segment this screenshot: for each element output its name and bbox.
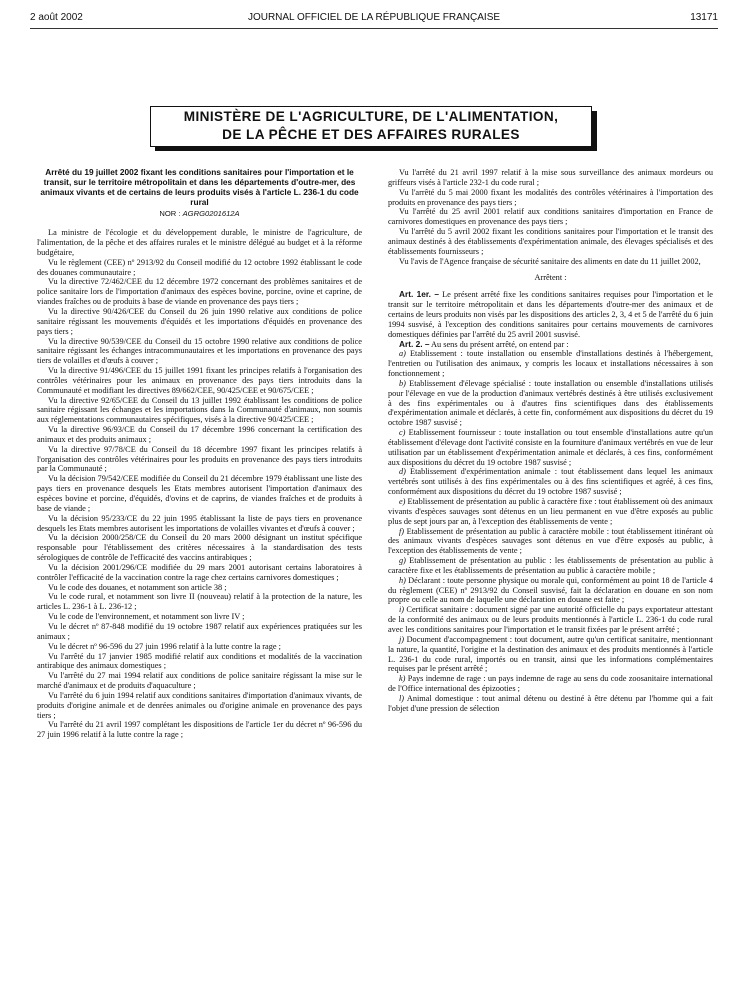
left-paragraph: Vu la directive 90/539/CEE du Conseil du 15 octobre 1990 relative aux conditions de police sanitaire régissant les échanges intracommunautaires et les importations en provenance des pays tiers de volailles et d'œufs à couver ; [37,336,362,366]
left-paragraph: Vu la directive 72/462/CEE du 12 décembre 1972 concernant des problèmes sanitaires et de police sanitaire lors de l'importation d'animaux des espèces bovine, porcine, ovine et caprine, de viandes fraîches ou de produits à base de viande en provenance des pays tiers ; [37,277,362,307]
definition-letter: c) [399,428,406,438]
nor-code: AGRG0201612A [182,209,240,219]
definition-text: Etablissement fournisseur : toute installation ou tout ensemble d'installations autre qu'un établissement d'élevage dont l'activité consiste en la fourniture d'animaux vertébrés en vue de leur utilisation par un établissement d'expérimentation animale et déclarés, à ces fins, conformément aux dispositions du décret du 19 octobre 1987 susvisé ; [388,428,713,467]
definition-letter: f) [399,526,405,536]
definition-text: Déclarant : toute personne physique ou morale qui, conformément au point 18 de l'article 4 du règlement (CEE) nº 2913/92 du Conseil susvisé, fait la déclaration en douane en son nom propre ou celle au nom de laquelle une déclaration en douane est faite ; [388,575,713,605]
arretent-heading: Arrêtent : [534,273,567,283]
left-paragraph: Vu la directive 96/93/CE du Conseil du 17 décembre 1996 concernant la certification des animaux et des produits animaux ; [37,425,362,444]
ministry-line-1: MINISTÈRE DE L'AGRICULTURE, DE L'ALIMENTATION, [183,109,559,124]
definition-letter: b) [399,378,406,388]
definition-letter: d) [399,467,406,477]
left-paragraph: Vu l'arrêté du 6 juin 1994 relatif aux conditions sanitaires d'importation d'animaux vivants, de produits d'origine animale et de denrées animales ou d'origine animale en provenance des pays tiers ; [37,690,362,720]
definition-text: Pays indemne de rage : un pays indemne de rage au sens du code zoosanitaire international de l'Office international des épizooties ; [388,674,713,694]
definition-text: Etablissement de présentation au public à caractère fixe : tout établissement où des animaux vivants d'espèces sauvages sont détenus en un lieu permanent en vue d'être exposés au public plus de sept jours par an, à l'exception des établissements de vente ; [388,497,713,526]
nor-reference [37,209,362,219]
definition-letter: l) [399,693,405,703]
article-list [388,290,713,349]
left-paragraph: Vu le décret nº 96-596 du 27 juin 1996 relatif à la lutte contre la rage ; [48,641,281,651]
left-paragraph: Vu l'arrêté du 17 janvier 1985 modifié relatif aux conditions et modalités de la vaccination antirabique des animaux domestiques ; [37,651,362,671]
header-journal-title: JOURNAL OFFICIEL DE LA RÉPUBLIQUE FRANÇAISE [247,12,501,23]
left-paragraph: Vu le code des douanes, et notamment son article 38 ; [48,582,227,592]
header-date: 2 août 2002 [30,12,83,23]
right-paragraph-list [388,168,713,266]
left-paragraph: Vu la directive 97/78/CE du Conseil du 18 décembre 1997 fixant les principes relatifs à l'organisation des contrôles vétérinaires pour les produits en provenance des pays tiers introduits par la Communauté ; [37,444,362,474]
definition-letter: k) [399,674,406,684]
definition-text: Etablissement d'élevage spécialisé : toute installation ou ensemble d'installations utilisés pour l'élevage en vue de la production d'animaux vertébrés destinés à être utilisés exclusivement à des fins expérimentales ou à d'autres fins scientifiques dans des établissements d'expérimentation animale et déclarés, à cette fin, conformément aux dispositions du décret du 19 octobre 1987 susvisé ; [388,378,713,428]
definition-text: Document d'accompagnement : tout document, autre qu'un certificat sanitaire, mentionnant la nature, la quantité, l'origine et la destination des animaux et des produits mentionnés à l'article L. 236-1 du code rural, importés ou en transit, ainsi que les informations complémentaires requises par le présent arrêté ; [388,634,713,674]
nor-label: NOR : [159,209,181,219]
left-paragraph: Vu la décision 2000/258/CE du Conseil du 20 mars 2000 désignant un institut spécifique responsable pour l'établissement des critères nécessaires à la standardisation des tests sérologiques de contrôle de l'efficacité des vaccins antirabiques ; [37,533,362,563]
definition-text: Etablissement de présentation au public : les établissements de présentation au public à caractère fixe et les établissements de présentation au public à caractère mobile ; [388,556,713,575]
definition-text: Certificat sanitaire : document signé par une autorité officielle du pays exportateur attestant de la conformité des animaux ou de leurs produits mentionnés à l'article L. 236-1 du code rural avec les conditions sanitaires pour l'importation et le transit fixées par le présent arrêté ; [388,605,713,634]
definition-text: Animal domestique : tout animal détenu ou destiné à être détenu par l'homme qui a fait l'objet d'une pression de sélection [388,693,713,713]
right-paragraph: Vu l'arrêté du 5 avril 2002 fixant les conditions sanitaires pour l'importation et le transit des animaux destinés à des établissements d'expérimentation animale, des élevages spécialisés et des établissements fournisseurs ; [388,227,713,256]
left-paragraph: Vu l'arrêté du 21 avril 1997 complétant les dispositions de l'article 1er du décret nº 96-596 du 27 juin 1996 relatif à la lutte contre la rage ; [37,720,362,740]
left-paragraph: Vu le décret nº 87-848 modifié du 19 octobre 1987 relatif aux expériences pratiquées sur les animaux ; [37,621,362,641]
definition-paragraph [388,694,713,714]
definition-paragraph [388,635,713,674]
right-paragraph: Vu l'arrêté du 5 mai 2000 fixant les modalités des contrôles vétérinaires à l'importation des produits en provenance des pays tiers ; [388,187,713,207]
left-paragraph: Vu la directive 90/426/CEE du Conseil du 26 juin 1990 relative aux conditions de police sanitaire régissant les mouvements d'équidés et les importations d'équidés en provenance des pays tiers ; [37,306,362,336]
definition-paragraph [388,556,713,576]
left-paragraph-list [37,228,362,740]
definition-text: Etablissement de présentation au public à caractère mobile : tout établissement itinérant où des animaux vivants d'espèces sauvages sont détenus en vue d'être exposés au public, à l'exception des établissements de vente ; [388,526,713,556]
definition-paragraph [388,674,713,694]
article-paragraph [388,290,713,339]
definition-paragraph [388,605,713,635]
definition-paragraph [388,428,713,467]
right-paragraph: Vu l'avis de l'Agence française de sécurité sanitaire des aliments en date du 11 juillet 2002, [399,256,701,266]
article-paragraph [388,340,713,350]
article-label: Art. 2. – [399,338,430,349]
left-paragraph: Vu la décision 2001/296/CE modifiée du 29 mars 2001 autorisant certains laboratoires à contrôler l'efficacité de la vaccination contre la rage chez certains carnivores domestiques ; [37,562,362,582]
definition-paragraph [388,467,713,497]
left-paragraph: Vu la décision 79/542/CEE modifiée du Conseil du 21 décembre 1979 établissant une liste des pays tiers en provenance desquels les Etats membres autorisent l'importation d'animaux des espèces bovine et porcine, d'équidés, d'ovins et de caprins, de viandes fraîches et de produits à base de viande ; [37,474,362,513]
header-rule [30,28,718,29]
definition-letter: h) [399,575,406,585]
definition-letter: j) [399,634,405,644]
left-paragraph: Vu le code de l'environnement, et notamment son livre IV ; [48,612,245,622]
definition-list [388,349,713,713]
right-paragraph: Vu l'arrêté du 21 avril 1997 relatif à la mise sous surveillance des animaux mordeurs ou griffeurs visés à l'article 232-1 du code rural ; [388,168,713,187]
definition-text: Etablissement d'expérimentation animale : tout établissement dans lequel les animaux vertébrés sont utilisés à des fins expérimentales ou à des fins scientifiques et agréé, à ces fins, conformément aux dispositions du décret du 19 octobre 1987 susvisé ; [388,467,713,497]
ministry-banner-box [150,106,592,147]
article-text: Au sens du présent arrêté, on entend par : [429,339,569,349]
definition-letter: i) [399,605,405,615]
right-column [388,168,713,714]
left-paragraph: La ministre de l'écologie et du développement durable, le ministre de l'agriculture, de l'alimentation, de la pêche et des affaires rurales et le ministre délégué au budget et à la réforme budgétaire, [37,228,362,257]
left-paragraph: Vu la directive 91/496/CEE du 15 juillet 1991 fixant les principes relatifs à l'organisation des contrôles vétérinaires pour les animaux en provenance des pays tiers introduits dans la Communauté et modifiant les directives 89/662/CEE, 90/425/CEE et 90/675/CEE ; [37,366,362,395]
definition-letter: e) [399,497,406,506]
definition-paragraph [388,497,713,527]
definition-paragraph [388,379,713,428]
left-paragraph: Vu le règlement (CEE) nº 2913/92 du Conseil modifié du 12 octobre 1992 établissant le code des douanes communautaire ; [37,257,362,277]
decree-title: Arrêté du 19 juillet 2002 fixant les conditions sanitaires pour l'importation et le transit, sur le territoire métropolitain et dans les départements d'outre-mer, des animaux vivants et de certains de leurs produits visés à l'article L. 236-1 du code rural [40,167,359,207]
article-text: Le présent arrêté fixe les conditions sanitaires requises pour l'importation et le transit sur le territoire métropolitain et dans les départements d'outre-mer des animaux et de certains de leurs produits non visés par les dispositions des articles 2, 3, 4 et 5 de l'arrêté du 6 juin 1994 susvisé, à l'exception des conditions sanitaires pour certains mouvements de carnivores domestiques définies par l'arrêté du 25 avril 2001 susvisé. [388,290,713,339]
left-column [37,168,362,740]
definition-text: Etablissement : toute installation ou ensemble d'installations destinés à l'hébergement, l'entretien ou l'utilisation des animaux, y compris les locaux et installations nécessaires à son fonctionnement ; [388,349,713,379]
ministry-banner [150,106,596,150]
right-paragraph: Vu l'arrêté du 25 avril 2001 relatif aux conditions sanitaires d'importation en France de carnivores domestiques en provenance des pays tiers ; [388,207,713,227]
definition-paragraph [388,527,713,557]
left-paragraph: Vu l'arrêté du 27 mai 1994 relatif aux conditions de police sanitaire régissant la mise sur le marché d'animaux et de produits d'aquaculture ; [37,671,362,691]
definition-letter: a) [399,349,406,359]
left-paragraph: Vu la directive 92/65/CEE du Conseil du 13 juillet 1992 établissant les conditions de police sanitaire régissant les échanges et les importations dans la Communauté d'animaux, non soumis aux réglementations communautaires spécifiques, visés à la directive 90/425/CEE ; [37,395,362,425]
definition-paragraph [388,349,713,379]
left-paragraph: Vu le code rural, et notamment son livre II (nouveau) relatif à la protection de la nature, les articles L. 236-1 à L. 236-12 ; [37,592,362,612]
header-page-number: 13171 [690,12,718,23]
definition-letter: g) [399,556,406,566]
definition-paragraph [388,576,713,606]
ministry-line-2: DE LA PÊCHE ET DES AFFAIRES RURALES [222,127,520,142]
article-label: Art. 1er. – [399,289,439,300]
page-header [30,12,718,26]
left-paragraph: Vu la décision 95/233/CE du 22 juin 1995 établissant la liste de pays tiers en provenance desquels les Etats membres autorisent les importations de volailles vivantes et d'œufs à couver ; [37,513,362,533]
